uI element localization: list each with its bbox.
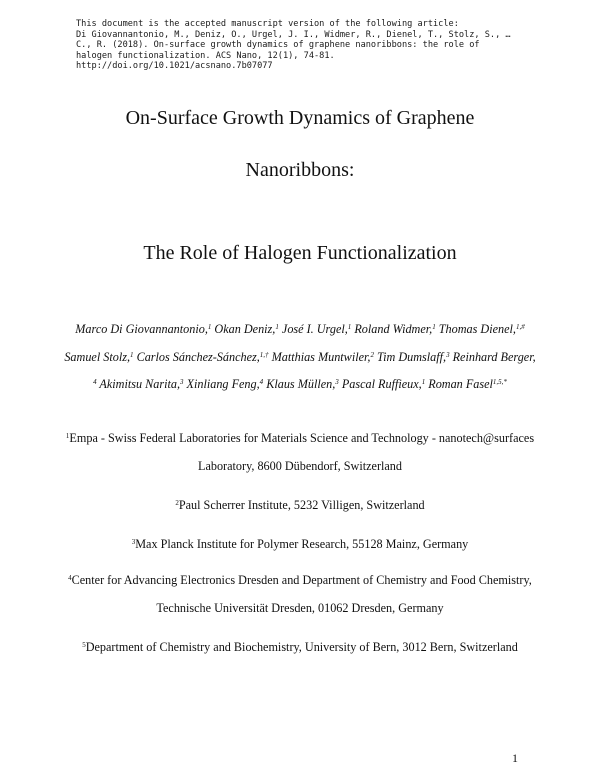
affiliation-number: 3	[131, 538, 136, 546]
author-name: Roland Widmer,	[354, 322, 433, 336]
affiliation-1	[40, 431, 560, 445]
manuscript-notice-line: Di Giovannantonio, M., Deniz, O., Urgel, J. I., Widmer, R., Dienel, T., Stolz, S., …	[76, 29, 511, 40]
author-name: Marco Di Giovannantonio,	[75, 322, 208, 336]
author-affiliation-mark: 3	[335, 378, 339, 386]
affiliation-2	[40, 498, 560, 512]
affiliation-3	[40, 537, 560, 551]
author-affiliation-mark: 1	[432, 323, 436, 331]
author-name: Samuel Stolz,	[64, 350, 131, 364]
author-affiliation-mark: 1	[130, 351, 134, 359]
paper-title-line-1: On-Surface Growth Dynamics of Graphene	[125, 107, 475, 129]
doi-link[interactable]: http://doi.org/10.1021/acsnano.7b07077	[76, 61, 273, 71]
affiliation-number: 4	[68, 574, 72, 582]
affiliation-4-continued: Technische Universität Dresden, 01062 Dresden, Germany	[156, 601, 444, 615]
author-affiliation-mark: 1,†	[259, 351, 269, 359]
affiliation-text: Paul Scherrer Institute, 5232 Villigen, Switzerland	[178, 498, 425, 512]
affiliation-number: 1	[65, 432, 70, 440]
affiliation-text: Empa - Swiss Federal Laboratories for Materials Science and Technology - nanotech@surfaces	[69, 431, 535, 445]
author-affiliation-mark: 4	[259, 378, 264, 386]
affiliation-text: Max Planck Institute for Polymer Research, 55128 Mainz, Germany	[135, 537, 469, 551]
author-affiliation-mark: 1	[207, 323, 212, 331]
manuscript-notice	[76, 19, 536, 72]
author-name: Klaus Müllen,	[266, 377, 336, 391]
author-name: Carlos Sánchez-Sánchez,	[136, 350, 260, 364]
affiliation-text: Department of Chemistry and Biochemistry, University of Bern, 3012 Bern, Switzerland	[85, 640, 518, 654]
author-affiliation-mark: 1	[347, 323, 352, 331]
author-list-line-2	[60, 350, 540, 364]
author-affiliation-mark: 4	[93, 378, 97, 386]
affiliation-number: 2	[175, 499, 179, 507]
author-name: Tim Dumslaff,	[376, 350, 447, 364]
author-name: Akimitsu Narita,	[99, 377, 180, 391]
author-affiliation-mark: 1,#	[515, 323, 525, 331]
author-affiliation-mark: 1	[421, 378, 426, 386]
author-name: Matthias Muntwiler,	[271, 350, 371, 364]
page-number: 1	[512, 751, 518, 765]
author-name: José I. Urgel,	[281, 322, 348, 336]
author-name: Pascal Ruffieux,	[341, 377, 422, 391]
author-list-line-1	[60, 322, 540, 336]
affiliation-4	[40, 573, 560, 587]
affiliation-5	[40, 640, 560, 654]
author-name: Thomas Dienel,	[438, 322, 516, 336]
author-list-line-3	[60, 377, 540, 391]
author-affiliation-mark: 3	[446, 351, 450, 359]
author-name: Reinhard Berger,	[452, 350, 536, 364]
author-affiliation-mark: 3	[180, 378, 184, 386]
affiliation-1-continued: Laboratory, 8600 Dübendorf, Switzerland	[198, 459, 402, 473]
author-name: Xinliang Feng,	[186, 377, 260, 391]
manuscript-notice-line: C., R. (2018). On-surface growth dynamics of graphene nanoribbons: the role of	[76, 40, 480, 50]
manuscript-notice-line: This document is the accepted manuscript version of the following article:	[76, 19, 459, 29]
author-affiliation-mark: 1,5,*	[492, 378, 507, 386]
paper-title-line-2: Nanoribbons:	[245, 159, 355, 181]
author-name: Okan Deniz,	[214, 322, 276, 336]
paper-subtitle: The Role of Halogen Functionalization	[143, 242, 457, 264]
manuscript-notice-line: halogen functionalization. ACS Nano, 12(1), 74-81.	[76, 50, 335, 61]
affiliation-number: 5	[82, 641, 86, 649]
author-name: Roman Fasel	[428, 377, 493, 391]
author-affiliation-mark: 1	[275, 323, 279, 331]
affiliation-text: Center for Advancing Electronics Dresden and Department of Chemistry and Food Chemistry,	[71, 573, 532, 587]
author-affiliation-mark: 2	[370, 351, 374, 359]
